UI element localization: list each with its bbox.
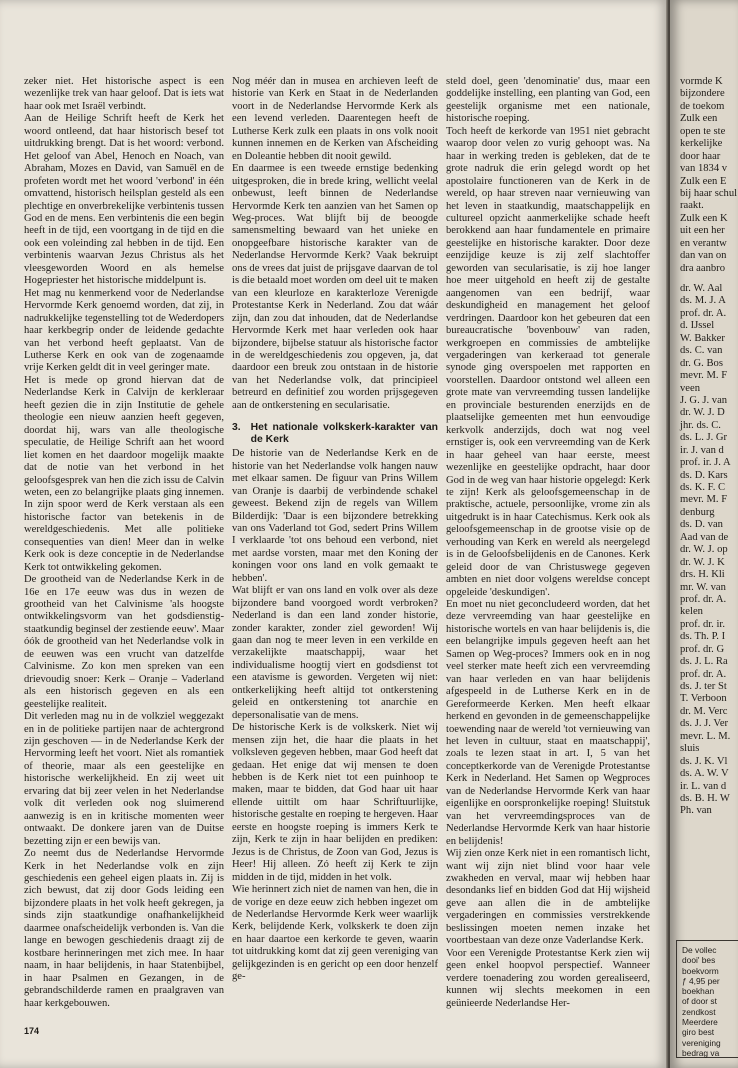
spacer — [680, 275, 738, 283]
text-line: de toekom — [680, 100, 725, 112]
article-column-1 — [24, 76, 224, 1010]
text-line: dooi' bes — [682, 955, 716, 966]
paragraph: Het is mede op grond hiervan dat de Nederlandse Kerk in Calvijn de kerkleraar heeft gezien die in zijn Institutie de gehele theologie een nieuw aanzien heeft gegeven, doordat hij, wars van alle theologische speculatie, de Heilige Schrift aan het woord liet komen en het daardoor mogelijk maakte dat de notie van het verbond in het geloofsgesprek van hen die zich issu de Calvin weten, een zo belangrijke plaats ging innemen. In zijn spoor werd de Kerk verstaan als een historische factor van betekenis in de wereldgeschiedenis. Met alle politieke consequenties van dien! Meer dan in welke Kerk ook is deze conceptie in de Nederlandse Kerk tot ontwikkeling gekomen. — [24, 374, 224, 573]
signatory-name: d. IJssel — [680, 320, 715, 332]
paragraph: Wie herinnert zich niet de namen van hen, die in de vorige en deze eeuw zich hebben ingezet om de Nederlandse Hervormde Kerk weer waarlijk Kerk, belijdende Kerk, volkskerk te doen zijn en haar daartoe een kerkorde te geven, waarin tot uitdrukking komt dat zij geen vereniging van gelijkgezinden is en gericht op een door henzelf ge- — [232, 884, 438, 983]
section-number: 3. — [232, 422, 241, 434]
signatory-name: ds. J. ter St — [680, 681, 727, 692]
paragraph: Toch heeft de kerkorde van 1951 niet gebracht waarop door velen zo vurig gehoopt was. Na haar in werking treden is gebleken, dat de te grote nadruk die erin gelegd wordt op het apostolaire functioneren van de Kerk in de wereld, op haar streven naar vernieuwing van het leven in staatkundig, maatschappelijk en cultureel opzicht aanmerkelijke schade heeft berokkend aan haar fundamentele en primaire geestelijke en historische karakter. Door deze eenzijdige keuze is zij zelf slachtoffer geworden van secularisatie, is zij hoe langer hoe meer uitgehold en heeft zij de gestalte aangenomen van een bedrijf, waar deskundigheid en management het geloof verdringen. Daardoor kon het gebeuren dat een bureaucratische 'bovenbouw' van raden, werkgroepen en commissies de ambtelijke vergaderingen van kerkeraad tot generale synode ging overspoelen met rapporten en voorstellen. Daardoor ontstond wel alleen een grote mate van vervreemding tussen landelijke en provinciale besturenden enerzijds en de plaatselijke gemeenten met hun eenvoudige kerkvolk anderzijds, doch wat nog veel ernstiger is, ook een vervreemding van de Kerk in haar geheel van haar eerste, meest wezenlijke en geestelijke opdracht, haar door God in de weg van haar historie opgelegd: Kerk te zijn! Kerk als geloofsgemeenschap in de praktische, actuele, persoonlijke, vrome zin als uitgedrukt is in haar Catechismus. Kerk ook als geloofsgemeenschap in de grootse visie op de verhouding van Kerk en wereld als neergelegd is in de Geloofsbelijdenis en de Canones. Kerk geleid door de van Christuswege gegeven ambten en niet door volgens wereldse concept opgeleide 'deskundigen'. — [446, 125, 650, 598]
signatory-name: prof. dr. A. — [680, 593, 727, 605]
signatory-name: ds. J. K. Vl — [680, 755, 728, 767]
paragraph: En daarmee is een tweede ernstige bedenking uitgesproken, die in brede kring, wellicht veelal onbewust, leeft binnen de Nederlandse Hervormde Kerk ten aanzien van het Samen op Weg-proces. Wat blijft bij de beoogde samensmelting bewaard van het unieke en onopgeefbare historische karakter van de Nederlandse Hervormde Kerk? Vaak bekruipt ons de vrees dat juist de prijsgave daarvan de tol is die betaald moet worden om deel uit te maken van een kleurloze en karakterloze Verenigde Protestantse Kerk in Nederland. Zou dat wáár zijn, dan zou dat inhouden, dat de Nederlandse Hervormde Kerk met haar verleden ook haar bijzondere, bijbelse statuur als historische factor in de wereldgeschiedenis zou opgeven, ja, dat daardoor een breuk zou ontstaan in de historie van het Nederlandse volk, dat principieel betreurd en definitief zou worden prijsgegeven aan de ontkerstening en secularisatie. — [232, 163, 438, 411]
paragraph: zeker niet. Het historische aspect is een wezenlijke trek van haar geloof. Dat is iets wat haar ook met Israël verbindt. — [24, 76, 224, 112]
signatory-name: mr. W. van — [680, 581, 726, 593]
text-line: van 1834 v — [680, 163, 728, 175]
text-line: kerkelijke — [680, 138, 723, 150]
paragraph: En moet nu niet geconcludeerd worden, dat het deze vervreemding van haar geestelijke en historische wortels en van haar belijdenis is, die een belangrijke impuls gegeven heeft aan het Samen op Weg-proces? Immers ook en in nog veel sterker mate heeft zich een vervreemding van haar verleden en van haar belijdenis afgespeeld in de Lutherse Kerk en in de Gereformeerde Kerken. Men heeft elkaar herkend en gevonden in de gemeenschappelijke toewending naar de wereld 'tot vernieuwing van het leven in cultuur, staat en maatschappij', zoals te lezen staat in art. I, 5 van het conceptkerkorde van de Verenigde Protestantse Kerk in Nederland. Het Samen op Wegproces van de Nederlandse Hervormde Kerk van haar eigenlijke en oorspronkelijke roeping! Sluitstuk van het vervreemdingsproces van de Nederlandse Hervormde Kerk van haar historie en belijdenis! — [446, 599, 650, 847]
text-line: bij haar schul — [680, 187, 738, 199]
section-heading — [232, 422, 438, 446]
paragraph: De historie van de Nederlandse Kerk en de historie van het Nederlandse volk hangen nauw met elkaar samen. De figuur van Prins Willem van Oranje is daarbij de verbindende schakel geweest. Bekend zijn de regels van Willem Bilderdijk: 'Daar is een bijzondere betrekking van ons Vaderland tot God, sedert Prins Willem I verklaarde 'tot ons behoud een verbond, niet met aardse vorsten, maar met den Koning der koningen voor ons land en volk gemaakt te hebben'. — [232, 448, 438, 584]
paragraph: Wat blijft er van ons land en volk over als deze bijzondere band voorgoed wordt verbroken? Nederland is dan een land zonder historie, zonder karakter, zonder ziel geworden! Wij gaan dan nog te meer leven in een verkilde en verzakelijkte maatschappij, waar het individualisme hoogtij viert en godsdienst tot een atavisme is geworden. Vergeten wij niet: ontkerkelijking heeft altijd tot ontkerstening geleid en ontkerstening tot anarchie en depersonalisatie van de mens. — [232, 585, 438, 721]
article-column-2 — [232, 76, 438, 984]
signatory-name: ds. J. L. Ra — [680, 656, 728, 668]
signatory-name: prof. dr. G — [680, 643, 725, 655]
signatory-name: Aad van de — [680, 531, 729, 543]
signatory-name: veen — [680, 382, 700, 394]
paragraph: Nog méér dan in musea en archieven leeft de historie van Kerk en Staat in de Nederlanden voort in de Nederlandse Hervormde Kerk als een levend verleden. Daarentegen heeft de Lutherse Kerk zulk een plaats in ons volk nooit kunnen innemen en de Kerken van Afscheiding en Doleantie hebben dit nooit gewild. — [232, 76, 438, 162]
signatory-name: prof. dr. A. — [680, 668, 727, 680]
text-line: dra aanbro — [680, 262, 725, 274]
text-line: en verantw — [680, 237, 727, 249]
signatory-name: J. G. J. van — [680, 394, 728, 406]
text-line: door haar — [680, 150, 721, 162]
text-line: dan van on — [680, 250, 727, 262]
signatory-name: sluis — [680, 743, 700, 755]
text-line: zendkost — [682, 1006, 716, 1017]
signatory-name: dr. M. Verc — [680, 705, 728, 717]
paragraph: Dit verleden mag nu in de volkziel weggezakt en in de politieke partijen naar de achtergrond zijn geschoven — in de Nederlandse Kerk der Hervorming leeft het voort. Niet als romantiek of theorie, maar als een geestelijke en historische werkelijkheid. En zij weet uit ervaring dat bij zeer velen in het Nederlandse volk dit verleden ook nog sluimerend aanwezig is en in kritische momenten weer ontwaakt. De donkere jaren van de Duitse bezetting zijn er een bewijs van. — [24, 711, 224, 847]
signatory-name: dr. W. J. D — [680, 407, 725, 419]
signatory-name: ds. J. J. Ver — [680, 718, 729, 730]
text-line: ƒ 4,95 per — [682, 975, 720, 986]
signatory-name: ds. C. van — [680, 345, 723, 357]
article-column-3 — [446, 76, 650, 1010]
text-line: of door st — [682, 996, 717, 1007]
signatory-name: prof. dr. ir. — [680, 618, 726, 630]
signatory-name: drs. H. Kli — [680, 569, 725, 581]
signatory-name: ds. B. H. W — [680, 792, 730, 804]
signatory-name: denburg — [680, 506, 715, 518]
text-line: open te ste — [680, 125, 726, 137]
text-line: Zulk een — [680, 113, 718, 125]
text-line: boekvorm — [682, 965, 719, 976]
paragraph: steld doel, geen 'denominatie' dus, maar een goddelijke instelling, een planting van God, een geestelijk organisme met een nationale, historische roeping. — [446, 76, 650, 125]
text-line: bijzondere — [680, 88, 725, 100]
text-line: giro best — [682, 1027, 715, 1038]
section-title: Het nationale volkskerk-karakter van de Kerk — [250, 422, 438, 446]
signatory-name: ds. M. J. A — [680, 295, 726, 307]
text-line: vereniging — [682, 1037, 721, 1048]
paragraph: Aan de Heilige Schrift heeft de Kerk het woord ontleend, dat haar historisch besef tot uitdrukking brengt. Dat is het woord: verbond. Het geloof van Abel, Henoch en Noach, van Abraham, Mozes en David, van Samuël en de profeten wordt met het woord 'verbond' in één omvattend, historisch heilsplan gesteld als een plechtige en onverbrekelijke verbintenis tussen God en de mens. Een verbintenis die een begin heeft in de tijd, een voortgang in de tijd en die ook een voleinding zal hebben in de tijd. Een verbintenis waarvan Jezus Christus als het vleesgeworden Woord en als hemelse Hogepriester het historische middelpunt is. — [24, 113, 224, 287]
signatory-name: ds. K. F. C — [680, 482, 726, 493]
text-line: raakt. — [680, 200, 704, 212]
signatory-name: ds. D. Kars — [680, 469, 728, 481]
signatory-name: W. Bakker — [680, 332, 725, 344]
signatory-name: kelen — [680, 606, 703, 618]
signatory-name: prof. ir. J. A — [680, 457, 731, 469]
signatory-name: dr. G. Bos — [680, 357, 723, 369]
signatory-name: ds. L. J. Gr — [680, 432, 728, 444]
text-line: De vollec — [682, 945, 717, 955]
signatory-name: dr. W. Aal — [680, 283, 723, 294]
signatory-name: dr. W. J. op — [680, 544, 728, 556]
signatory-name: ir. J. van d — [680, 444, 724, 456]
text-line: uit een her — [680, 225, 725, 237]
paragraph: De grootheid van de Nederlandse Kerk in de 16e en 17e eeuw was dus in wezen de grootheid van het Calvinisme 'als hoogste ontwikkelingsvorm van het godsdienstig-staatkundig beginsel der zestiende eeuw'. Maar óók de grootheid van het Nederlandse volk in de eeuwen was een vrucht van datzelfde Calvinisme. Zo kon men spreken van een drievoudig snoer: Kerk – Oranje – Vaderland als een historisch gegeven en als een geestelijke realiteit. — [24, 574, 224, 710]
paragraph: Het mag nu kenmerkend voor de Nederlandse Hervormde Kerk genoemd worden, dat zij, in nadrukkelijke tegenstelling tot de Wederdopers haar kerkbegrip onder de leidende gedachte van het verbond heeft geplaatst. Van de Lutherse Kerk en ook van de zogenaamde vrije Kerken geldt dit in veel geringer mate. — [24, 287, 224, 374]
paragraph: Zo neemt dus de Nederlandse Hervormde Kerk in het Nederlandse volk en zijn geschiedenis een geheel eigen plaats in. Zij is zich bewust, dat zij door Gods leiding een bijzondere plaats in het volk heeft gekregen, ja sinds zijn staatkundige onafhankelijkheid daarmee onafscheidelijk verbonden is. Van die lange en bewogen geschiedenis draagt zij de kostbare herinneringen met zich mee. In haar naam, in haar belijdenis, in haar Statenbijbel, in haar Psalmen en Gezangen, in de gebrandschilderde ramen en praalgraven van haar kerkgebouwen. — [24, 848, 224, 1009]
signatory-name: T. Verboon — [680, 693, 727, 705]
text-line: bedrag va — [682, 1047, 720, 1058]
signatory-name: mevr. M. F — [680, 494, 728, 506]
text-line: Meerdere — [682, 1017, 718, 1028]
text-line: vormde K — [680, 76, 723, 87]
signatory-name: Ph. van — [680, 805, 712, 817]
paragraph: Voor een Verenigde Protestantse Kerk zien wij geen enkel hoopvol perspectief. Wanneer verdere toenadering zou worden gerealiseerd, kunnen wij slechts meekomen in een geünieerde Nederlandse Her- — [446, 947, 650, 1009]
signatory-name: mevr. L. M. — [680, 730, 731, 742]
signatory-name: prof. dr. A. — [680, 307, 727, 319]
signatory-name: dr. W. J. K — [680, 556, 725, 568]
right-page-text — [680, 76, 738, 818]
right-page — [670, 0, 738, 1068]
signatory-name: ds. Th. P. I — [680, 631, 726, 643]
paragraph: De historische Kerk is de volkskerk. Niet wij mensen zijn het, die haar die plaats in het volksleven gegeven hebben, maar God heeft dat gedaan. Het enige dat wij mensen te doen hebben is de Kerk niet tot een puinhoop te maken, maar te bidden, dat God haar uit haar ellende uittilt om haar Schriftuurlijke, historische gestalte en roeping te hergeven. Haar eerste en hoogste roeping is immers Kerk te zijn, Kerk te zijn in haar belijden en prediken: Jezus is de Christus, de Zoon van God, Jezus is Heer! Hij alleen. Zó heeft zij Kerk te zijn midden in de tijd, midden in het volk. — [232, 722, 439, 883]
signatory-name: jhr. ds. C. — [680, 419, 721, 431]
signatory-name: mevr. M. F — [680, 370, 728, 382]
text-line: Zulk een E — [680, 175, 727, 187]
text-line: boekhan — [682, 986, 715, 997]
signatory-name: ds. D. van — [680, 519, 723, 531]
order-info-box — [676, 940, 738, 1058]
signatory-name: ds. A. W. V — [680, 768, 729, 780]
paragraph: Wij zien onze Kerk niet in een romantisch licht, want wij zijn niet blind voor haar vele zwakheden en verval, maar wij hebben haar desondanks lief en bidden God dat Hij wijsheid geve aan allen die in de ambtelijke vergaderingen en commissies verstrekkende beslissingen moeten nemen inzake het voortbestaan van deze onze Vaderlandse Kerk. — [446, 848, 650, 947]
page-number: 174 — [24, 1026, 40, 1036]
signatory-name: ir. L. van d — [680, 780, 727, 792]
text-line: Zulk een K — [680, 212, 728, 224]
